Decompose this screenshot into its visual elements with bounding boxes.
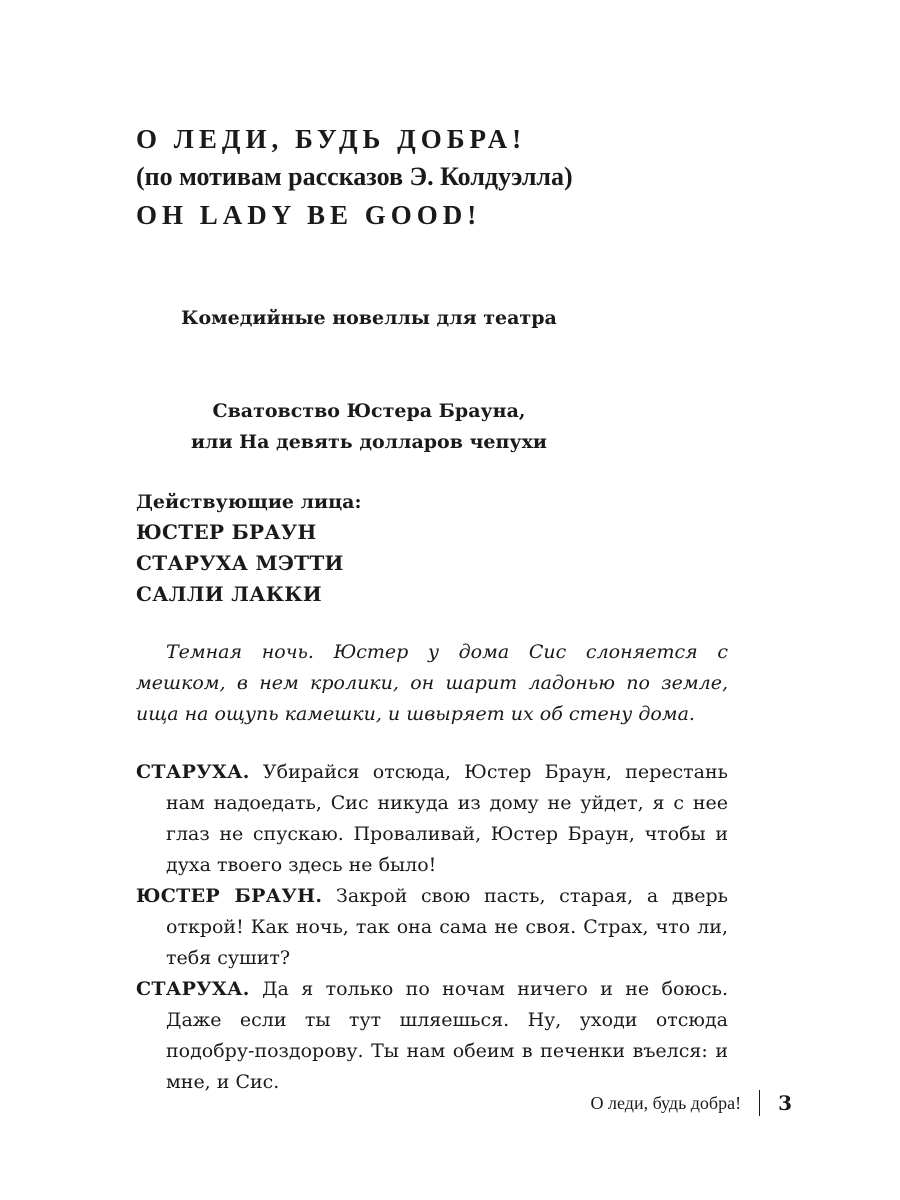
dialogue-line [136,974,728,1098]
dialogue [136,757,728,1098]
dialogue-line [136,757,728,881]
cast-member: ЮСТЕР БРАУН [136,520,317,544]
cast-list [136,487,776,610]
title-russian: О ЛЕДИ, БУДЬ ДОБРА! [136,124,527,154]
genre-heading: Комедийные новеллы для театра [181,307,557,329]
footer-divider [759,1090,760,1116]
cast-heading: Действующие лица: [136,491,362,513]
speaker-name: СТАРУХА. [136,761,250,783]
cast-member: СТАРУХА МЭТТИ [136,551,344,575]
speaker-name: ЮСТЕР БРАУН. [136,885,323,907]
title-english: OH LADY BE GOOD! [136,200,482,230]
play-title-line-2: или На девять долларов чепухи [190,431,548,453]
speech-text: Закрой свою пасть, старая, а дверь открой! Как ночь, так она сама не своя. Страх, что ли, тебя сушит? [166,885,729,969]
speech-text: Убирайся отсюда, Юстер Браун, перестань нам надоедать, Сис никуда из дому не уйдет, я с нее глаз не спускаю. Проваливай, Юстер Браун, чтобы и духа твоего здесь не было! [166,761,729,876]
page-number: 3 [778,1091,792,1115]
play-title [0,396,738,458]
title-block [136,120,776,234]
page-footer [591,1088,792,1118]
title-subtitle: (по мотивам рассказов Э. Колдуэлла) [136,162,573,191]
running-title: О леди, будь добра! [590,1092,742,1113]
play-title-line-1: Сватовство Юстера Брауна, [212,400,526,422]
speaker-name: СТАРУХА. [136,978,250,1000]
dialogue-line [136,881,728,974]
speech-text: Да я только по ночам ничего и не боюсь. Даже если ты тут шляешься. Ну, уходи отсюда подобру-поздорову. Ты нам обеим в печенки въелся: и мне, и Сис. [166,978,728,1093]
cast-member: САЛЛИ ЛАККИ [136,582,322,606]
stage-direction: Темная ночь. Юстер у дома Сис слоняется с мешком, в нем кролики, он шарит ладонью по земле, ища на ощупь камешки, и швыряет их об стену дома. [136,641,728,725]
